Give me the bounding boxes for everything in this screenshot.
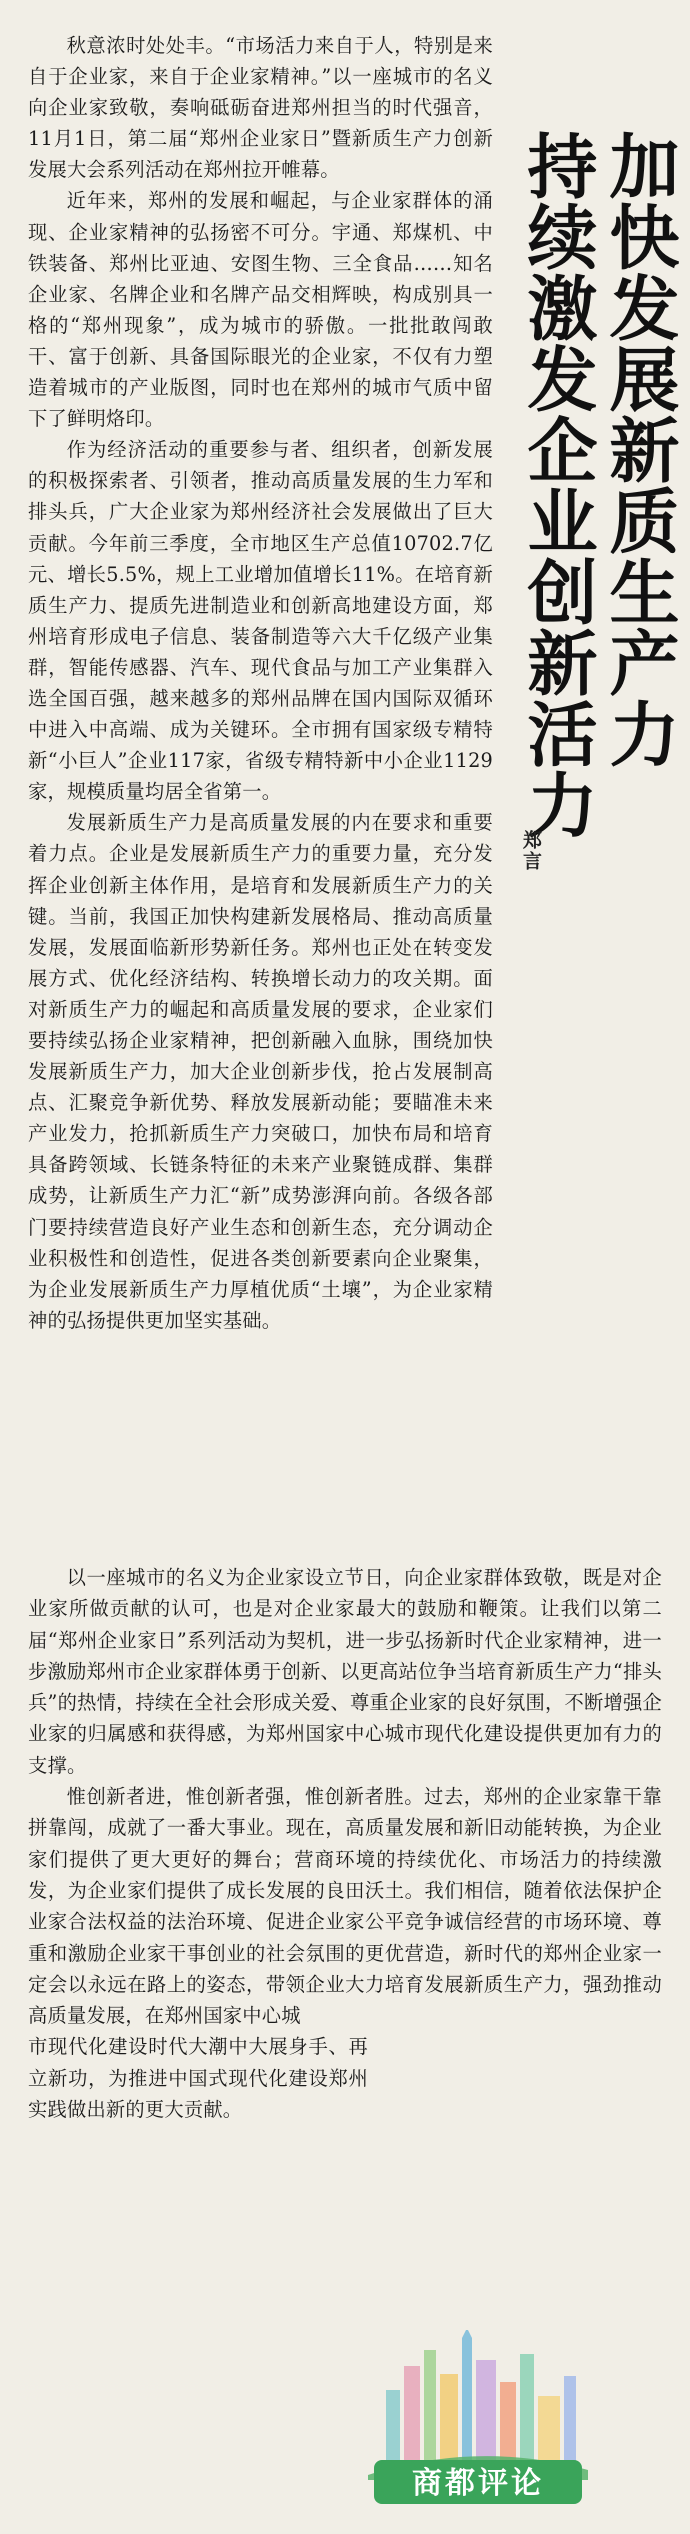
paragraph: 以一座城市的名义为企业家设立节日，向企业家群体致敬，既是对企业家所做贡献的认可，也是对企业家最大的鼓励和鞭策。让我们以第二届“郑州企业家日”系列活动为契机，进一步弘扬新时代企业家精神，进一步激励郑州市企业家群体勇于创新、以更高站位争当培育新质生产力“排头兵”的热情，持续在全社会形成关爱、尊重企业家的良好氛围，不断增强企业家的归属感和获得感，为郑州国家中心城市现代化建设提供更加有力的支撑。 [28,1566,662,1777]
headline [516,130,680,840]
paragraph: 惟创新者进，惟创新者强，惟创新者胜。过去，郑州的企业家靠干靠拼靠闯，成就了一番大事业。现在，高质量发展和新旧动能转换，为企业家们提供了更大更好的舞台；营商环境的持续优化、市场活力的持续激发，为企业家们提供了成长发展的良田沃土。我们相信，随着依法保护企业家合法权益的法治环境、促进企业家公平竞争诚信经营的市场环境、尊重和激励企业家干事创业的社会氛围的更优营造，新时代的郑州企业家一定会以永远在路上的姿态，带领企业大力培育发展新质生产力，强劲推动高质量发展，在郑州国家中心城 [28,1785,662,2028]
paragraph: 秋意浓时处处丰。“市场活力来自于人，特别是来自于企业家，来自于企业家精神。”以一座城市的名义向企业家致敬，奏响砥砺奋进郑州担当的时代强音，11月1日，第二届“郑州企业家日”暨新质生产力创新发展大会系列活动在郑州拉开帷幕。 [28,34,493,182]
paragraph-final: 市现代化建设时代大潮中大展身手、再立新功，为推进中国式现代化建设郑州实践做出新的更大贡献。 [28,2035,368,2122]
article-body-bottom [28,1562,662,2125]
headline-line-1: 加快发展新质生产力 [598,130,680,769]
column-logo-badge [348,2330,608,2510]
city-skyline-graphic [368,2330,588,2480]
column-name: 商都评论 [412,2466,544,2501]
headline-panel [498,130,688,1550]
headline-line-2: 持续激发企业创新活力 [516,130,598,840]
article-body-top [28,30,493,1336]
author-byline: 郑言 [520,830,542,872]
paragraph: 作为经济活动的重要参与者、组织者，创新发展的积极探索者、引领者，推动高质量发展的生力军和排头兵，广大企业家为郑州经济社会发展做出了巨大贡献。今年前三季度，全市地区生产总值10702.7亿元、增长5.5%，规上工业增加值增长11%。在培育新质生产力、提质先进制造业和创新高地建设方面，郑州培育形成电子信息、装备制造等六大千亿级产业集群，智能传感器、汽车、现代食品与加工产业集群入选全国百强，越来越多的郑州品牌在国内国际双循环中进入中高端、成为关键环。全市拥有国家级专精特新“小巨人”企业117家，省级专精特新中小企业1129家，规模质量均居全省第一。 [28,438,493,804]
paragraph: 发展新质生产力是高质量发展的内在要求和重要着力点。企业是发展新质生产力的重要力量，充分发挥企业创新主体作用，是培育和发展新质生产力的关键。当前，我国正加快构建新发展格局、推动高质量发展，发展面临新形势新任务。郑州也正处在转变发展方式、优化经济结构、转换增长动力的攻关期。面对新质生产力的崛起和高质量发展的要求，企业家们要持续弘扬企业家精神，把创新融入血脉，围绕加快发展新质生产力，加大企业创新步伐，抢占发展制高点、汇聚竞争新优势、释放发展新动能；要瞄准未来产业发力，抢抓新质生产力突破口，加快布局和培育具备跨领域、长链条特征的未来产业聚链成群、集群成势，让新质生产力汇“新”成势澎湃向前。各级各部门要持续营造良好产业生态和创新生态，充分调动企业积极性和创造性，促进各类创新要素向企业聚集，为企业发展新质生产力厚植优质“土壤”，为企业家精神的弘扬提供更加坚实基础。 [28,811,493,1332]
paragraph: 近年来，郑州的发展和崛起，与企业家群体的涌现、企业家精神的弘扬密不可分。宇通、郑煤机、中铁装备、郑州比亚迪、安图生物、三全食品……知名企业家、名牌企业和名牌产品交相辉映，构成别具一格的“郑州现象”，成为城市的骄傲。一批批敢闯敢干、富于创新、具备国际眼光的企业家，不仅有力塑造着城市的产业版图，同时也在郑州的城市气质中留下了鲜明烙印。 [28,189,493,431]
